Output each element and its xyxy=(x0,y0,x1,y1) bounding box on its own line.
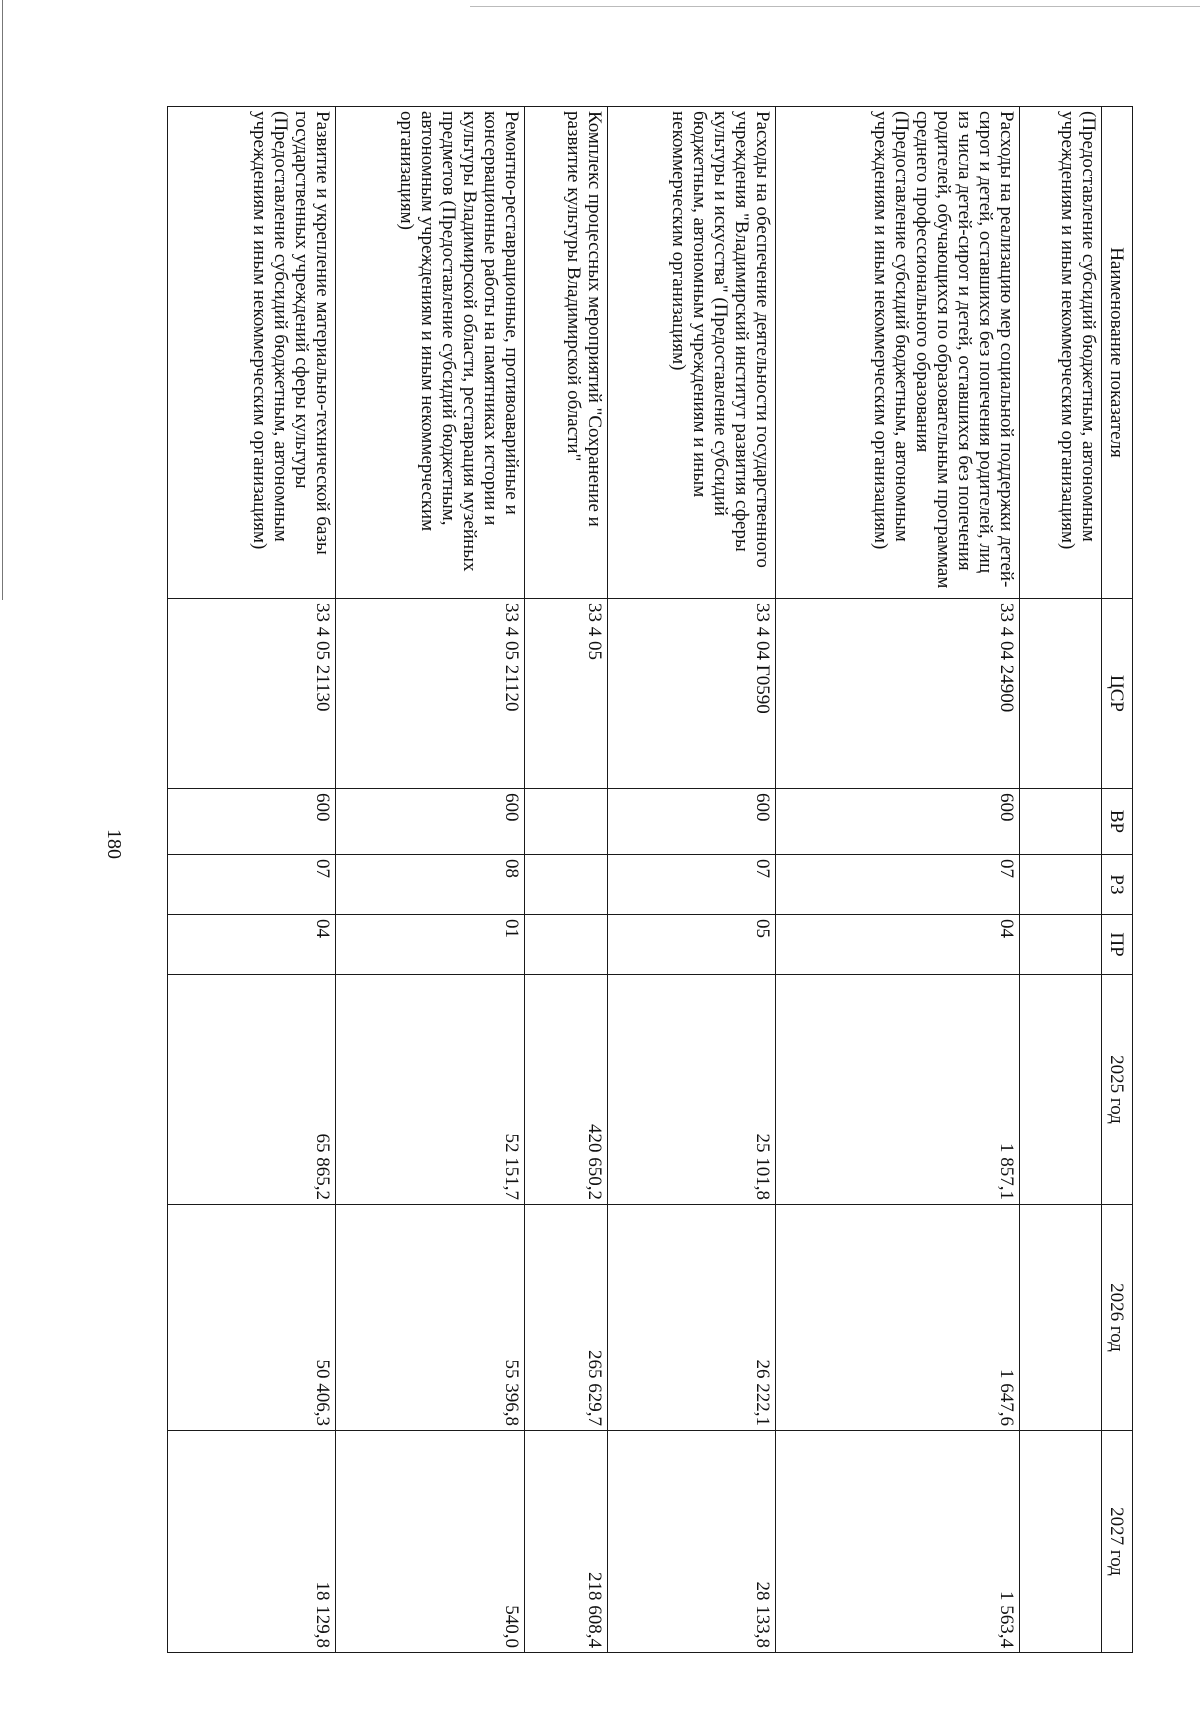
row-csr: 33 4 04 24900 xyxy=(776,599,1019,789)
row-2026: 265 629,7 xyxy=(525,1205,608,1431)
table-row xyxy=(1019,107,1101,1653)
scan-edge-line xyxy=(2,0,3,600)
row-2027: 28 133,8 xyxy=(608,1431,776,1653)
row-csr: 33 4 05 21130 xyxy=(168,599,336,789)
row-vr xyxy=(1019,789,1101,855)
row-2025 xyxy=(1019,975,1101,1205)
row-2025: 65 865,2 xyxy=(168,975,336,1205)
row-vr: 600 xyxy=(336,789,525,855)
row-vr: 600 xyxy=(168,789,336,855)
row-name: Расходы на обеспечение деятельности государственного учреждения "Владимирский институт развития сферы культуры и искусства" (Предоставление субсидий бюджетным, автономным учреждениям и иным некоммерческим организациям) xyxy=(608,107,776,599)
row-name: Развитие и укрепление материально-технической базы государственных учреждений сферы культуры (Предоставление субсидий бюджетным, автономным учреждениям и иным некоммерческим организациям) xyxy=(168,107,336,599)
row-2027: 1 563,4 xyxy=(776,1431,1019,1653)
header-vr: ВР xyxy=(1102,789,1133,855)
row-2025: 25 101,8 xyxy=(608,975,776,1205)
row-pr: 05 xyxy=(608,915,776,975)
row-pr: 01 xyxy=(336,915,525,975)
row-2026: 50 406,3 xyxy=(168,1205,336,1431)
table-row xyxy=(776,107,1019,1653)
row-name: Расходы на реализацию мер социальной поддержки детей-сирот и детей, оставшихся без попечения родителей, лиц из числа детей-сирот и детей, оставшихся без попечения родителей, обучающихся по образовательным программам среднего профессионального образования (Предоставление субсидий бюджетным, автономным учреждениям и иным некоммерческим организациям) xyxy=(776,107,1019,599)
row-2027: 218 608,4 xyxy=(525,1431,608,1653)
row-2026: 26 222,1 xyxy=(608,1205,776,1431)
table-row xyxy=(168,107,336,1653)
budget-table xyxy=(167,106,1133,1653)
header-2027: 2027 год xyxy=(1102,1431,1133,1653)
row-2026: 55 396,8 xyxy=(336,1205,525,1431)
header-2025: 2025 год xyxy=(1102,975,1133,1205)
row-2026: 1 647,6 xyxy=(776,1205,1019,1431)
row-rz: 07 xyxy=(776,855,1019,915)
header-row xyxy=(1102,107,1133,1653)
row-name: (Предоставление субсидий бюджетным, автономным учреждениям и иным некоммерческим организациям) xyxy=(1019,107,1101,599)
row-pr xyxy=(1019,915,1101,975)
row-2026 xyxy=(1019,1205,1101,1431)
row-csr: 33 4 04 Г0590 xyxy=(608,599,776,789)
row-pr: 04 xyxy=(776,915,1019,975)
row-vr xyxy=(525,789,608,855)
table-header xyxy=(1102,107,1133,1653)
row-2027 xyxy=(1019,1431,1101,1653)
table-row xyxy=(608,107,776,1653)
row-csr: 33 4 05 21120 xyxy=(336,599,525,789)
row-pr xyxy=(525,915,608,975)
header-pr: ПР xyxy=(1102,915,1133,975)
row-2025: 1 857,1 xyxy=(776,975,1019,1205)
row-vr: 600 xyxy=(608,789,776,855)
row-name: Комплекс процессных мероприятий "Сохранение и развитие культуры Владимирской области" xyxy=(525,107,608,599)
table-body xyxy=(168,107,1102,1653)
row-2025: 52 151,7 xyxy=(336,975,525,1205)
table-row xyxy=(336,107,525,1653)
header-rz: РЗ xyxy=(1102,855,1133,915)
row-2027: 18 129,8 xyxy=(168,1431,336,1653)
scan-top-line xyxy=(470,6,1200,7)
row-rz: 08 xyxy=(336,855,525,915)
header-csr: ЦСР xyxy=(1102,599,1133,789)
header-name: Наименование показателя xyxy=(1102,107,1133,599)
rotated-table-wrapper xyxy=(167,106,1133,1652)
row-rz xyxy=(525,855,608,915)
row-rz: 07 xyxy=(608,855,776,915)
row-pr: 04 xyxy=(168,915,336,975)
row-rz xyxy=(1019,855,1101,915)
row-2025: 420 650,2 xyxy=(525,975,608,1205)
row-vr: 600 xyxy=(776,789,1019,855)
page-number: 180 xyxy=(103,829,125,859)
row-rz: 07 xyxy=(168,855,336,915)
header-2026: 2026 год xyxy=(1102,1205,1133,1431)
row-name: Ремонтно-реставрационные, противоаварийные и консервационные работы на памятниках истории и культуры Владимирской области, реставрация музейных предметов (Предоставление субсидий бюджетным, автономным учреждениям и иным некоммерческим организациям) xyxy=(336,107,525,599)
row-2027: 540,0 xyxy=(336,1431,525,1653)
row-csr xyxy=(1019,599,1101,789)
table-row xyxy=(525,107,608,1653)
row-csr: 33 4 05 xyxy=(525,599,608,789)
